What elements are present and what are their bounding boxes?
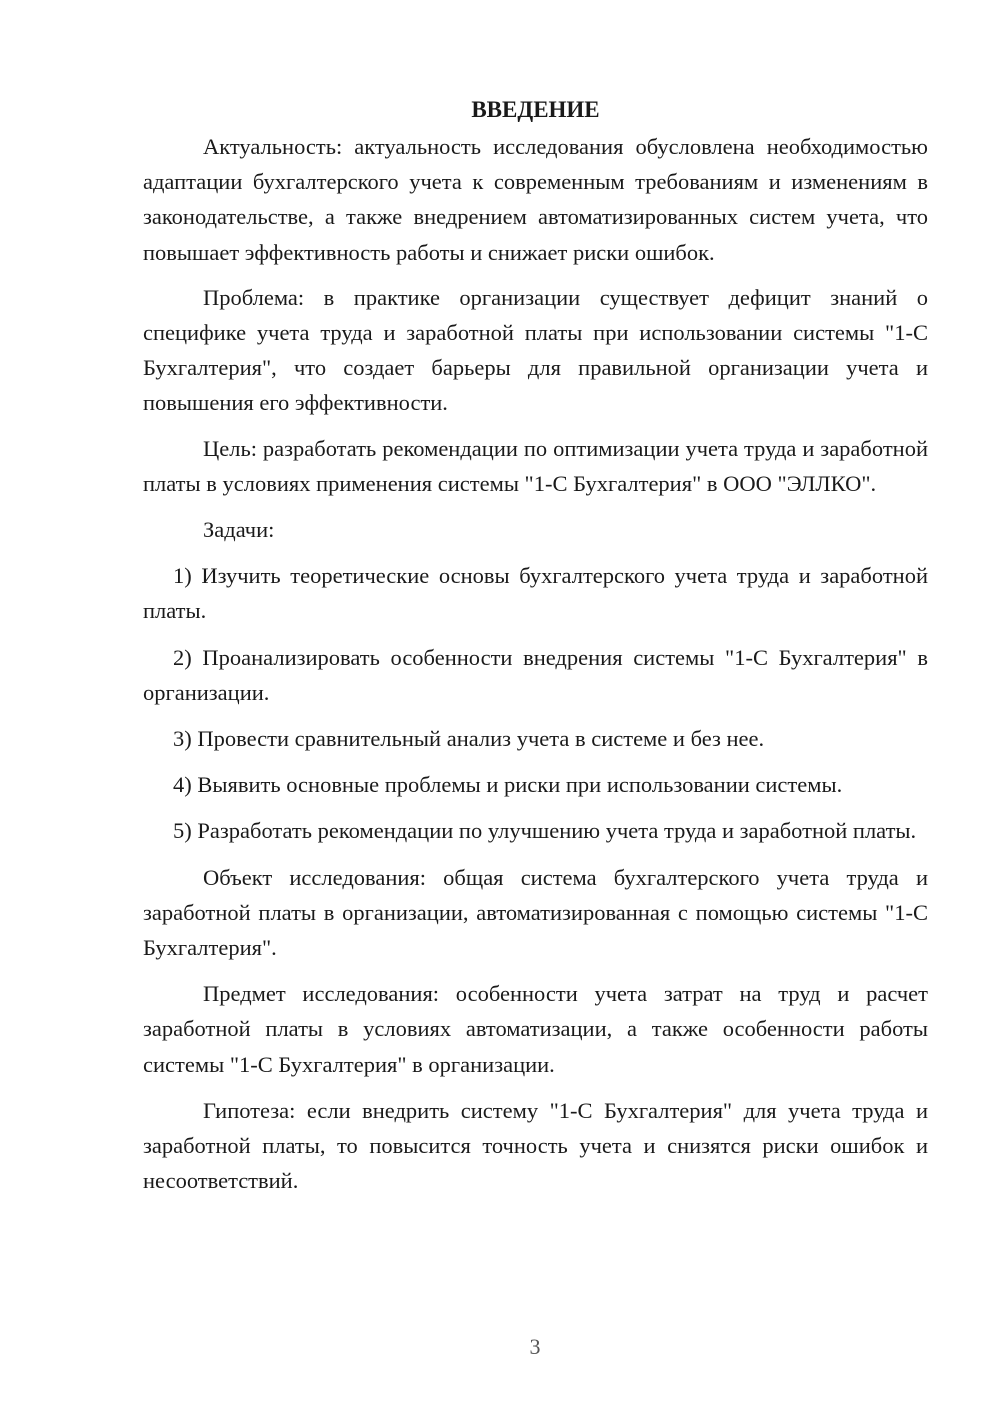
paragraph-hypothesis: Гипотеза: если внедрить систему "1-С Бухгалтерия" для учета труда и заработной платы, то повысится точность учета и снизятся риски ошибок и несоответствий. xyxy=(143,1097,928,1194)
paragraph-tasks-heading: Задачи: xyxy=(203,517,275,543)
task-item-3: 3) Провести сравнительный анализ учета в системе и без нее. xyxy=(173,726,765,752)
task-item-1: 1) Изучить теоретические основы бухгалтерского учета труда и заработной платы. xyxy=(143,563,928,624)
section-title: ВВЕДЕНИЕ xyxy=(471,97,600,122)
paragraph-object: Объект исследования: общая система бухгалтерского учета труда и заработной платы в организации, автоматизированная с помощью системы "1-С Бухгалтерия". xyxy=(143,864,928,961)
task-item-5: 5) Разработать рекомендации по улучшению учета труда и заработной платы. xyxy=(173,818,917,844)
page-number: 3 xyxy=(529,1334,541,1359)
paragraph-subject: Предмет исследования: особенности учета затрат на труд и расчет заработной платы в условиях автоматизации, а также особенности работы системы "1-С Бухгалтерия" в организации. xyxy=(143,981,928,1077)
paragraph-problem: Проблема: в практике организации существует дефицит знаний о специфике учета труда и заработной платы при использовании системы "1-С Бухгалтерия", что создает барьеры для правильной организации учета и повышения его эффективности. xyxy=(143,284,928,416)
task-item-4: 4) Выявить основные проблемы и риски при использовании системы. xyxy=(173,772,843,798)
task-item-2: 2) Проанализировать особенности внедрения системы "1-С Бухгалтерия" в организации. xyxy=(143,644,928,705)
paragraph-relevance: Актуальность: актуальность исследования обусловлена необходимостью адаптации бухгалтерского учета к современным требованиям и изменениям в законодательстве, а также внедрением автоматизированных систем учета, что повышает эффективность работы и снижает риски ошибок. xyxy=(143,134,928,265)
paragraph-goal: Цель: разработать рекомендации по оптимизации учета труда и заработной платы в условиях применения системы "1-С Бухгалтерия" в ООО "ЭЛЛКО". xyxy=(143,435,928,496)
document-page xyxy=(143,92,928,1198)
